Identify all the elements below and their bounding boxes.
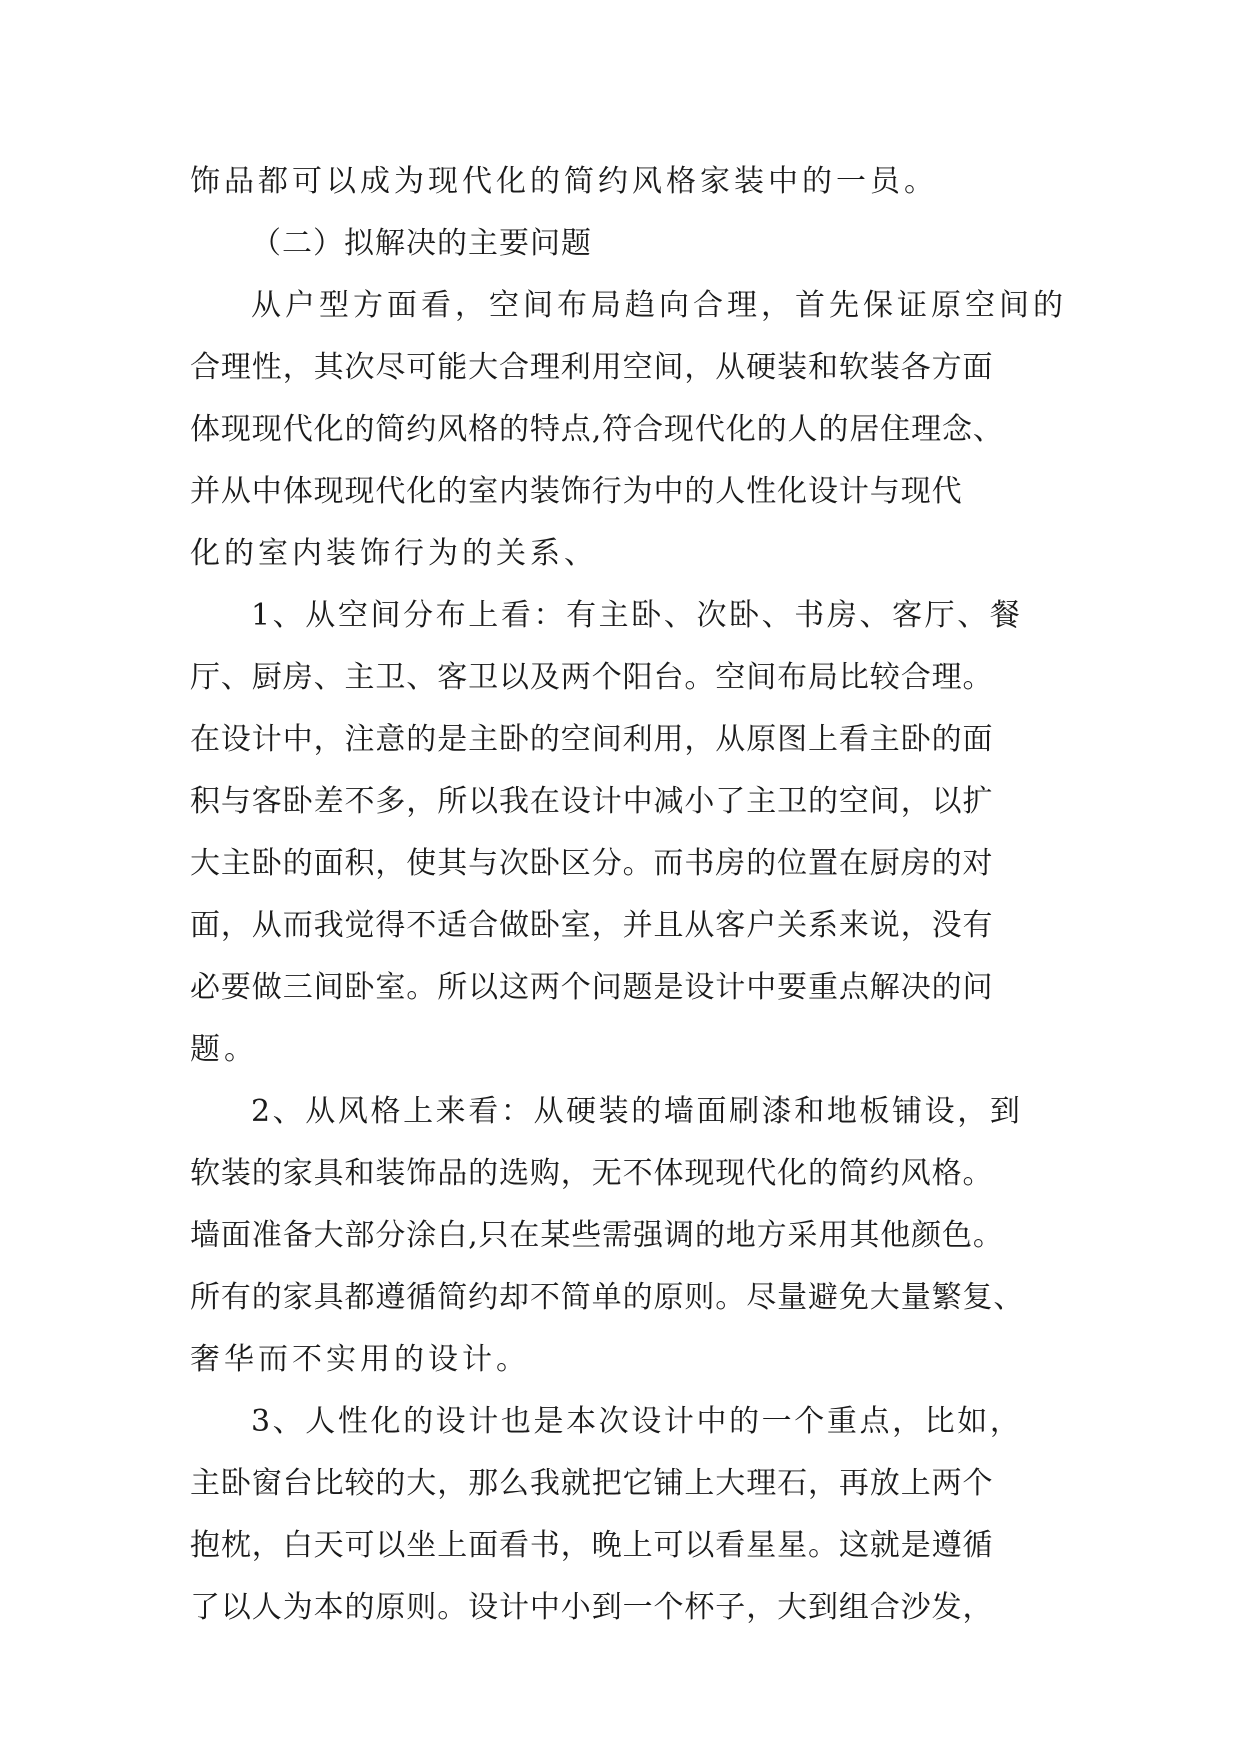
section-heading: （二）拟解决的主要问题 <box>251 226 592 261</box>
text-line: 3、人性化的设计也是本次设计中的一个重点，比如， <box>251 1404 1023 1439</box>
text-line: 主卧窗台比较的大，那么我就把它铺上大理石，再放上两个 <box>190 1466 994 1501</box>
text-line: 1、从空间分布上看：有主卧、次卧、书房、客厅、餐 <box>251 598 1023 633</box>
text-line: 在设计中，注意的是主卧的空间利用，从原图上看主卧的面 <box>190 722 994 757</box>
text-line: 厅、厨房、主卫、客卫以及两个阳台。空间布局比较合理。 <box>190 660 994 695</box>
text-line: 饰品都可以成为现代化的简约风格家装中的一员。 <box>190 164 938 199</box>
text-line: 大主卧的面积，使其与次卧区分。而书房的位置在厨房的对 <box>190 846 994 881</box>
text-line: 软装的家具和装饰品的选购，无不体现现代化的简约风格。 <box>190 1156 994 1191</box>
text-line: 奢华而不实用的设计。 <box>190 1342 530 1377</box>
text-line: 2、从风格上来看：从硬装的墙面刷漆和地板铺设，到 <box>251 1094 1023 1129</box>
text-line: 必要做三间卧室。所以这两个问题是设计中要重点解决的问 <box>190 970 994 1005</box>
text-line: 墙面准备大部分涂白,只在某些需强调的地方采用其他颜色。 <box>190 1218 1004 1253</box>
text-line: 题。 <box>190 1032 258 1067</box>
text-line: 抱枕，白天可以坐上面看书，晚上可以看星星。这就是遵循 <box>190 1528 994 1563</box>
text-line: 积与客卧差不多，所以我在设计中减小了主卫的空间，以扩 <box>190 784 994 819</box>
text-line: 合理性，其次尽可能大合理利用空间，从硬装和软装各方面 <box>190 350 994 385</box>
text-line: 了以人为本的原则。设计中小到一个杯子，大到组合沙发， <box>190 1590 994 1625</box>
text-line: 面，从而我觉得不适合做卧室，并且从客户关系来说，没有 <box>190 908 994 943</box>
text-line: 化的室内装饰行为的关系、 <box>190 536 598 571</box>
text-line: 从户型方面看，空间布局趋向合理，首先保证原空间的 <box>251 288 1067 323</box>
text-line: 所有的家具都遵循简约却不简单的原则。尽量避免大量繁复、 <box>190 1280 1025 1315</box>
text-line: 并从中体现现代化的室内装饰行为中的人性化设计与现代 <box>190 474 963 509</box>
text-line: 体现现代化的简约风格的特点,符合现代化的人的居住理念、 <box>190 412 1004 447</box>
